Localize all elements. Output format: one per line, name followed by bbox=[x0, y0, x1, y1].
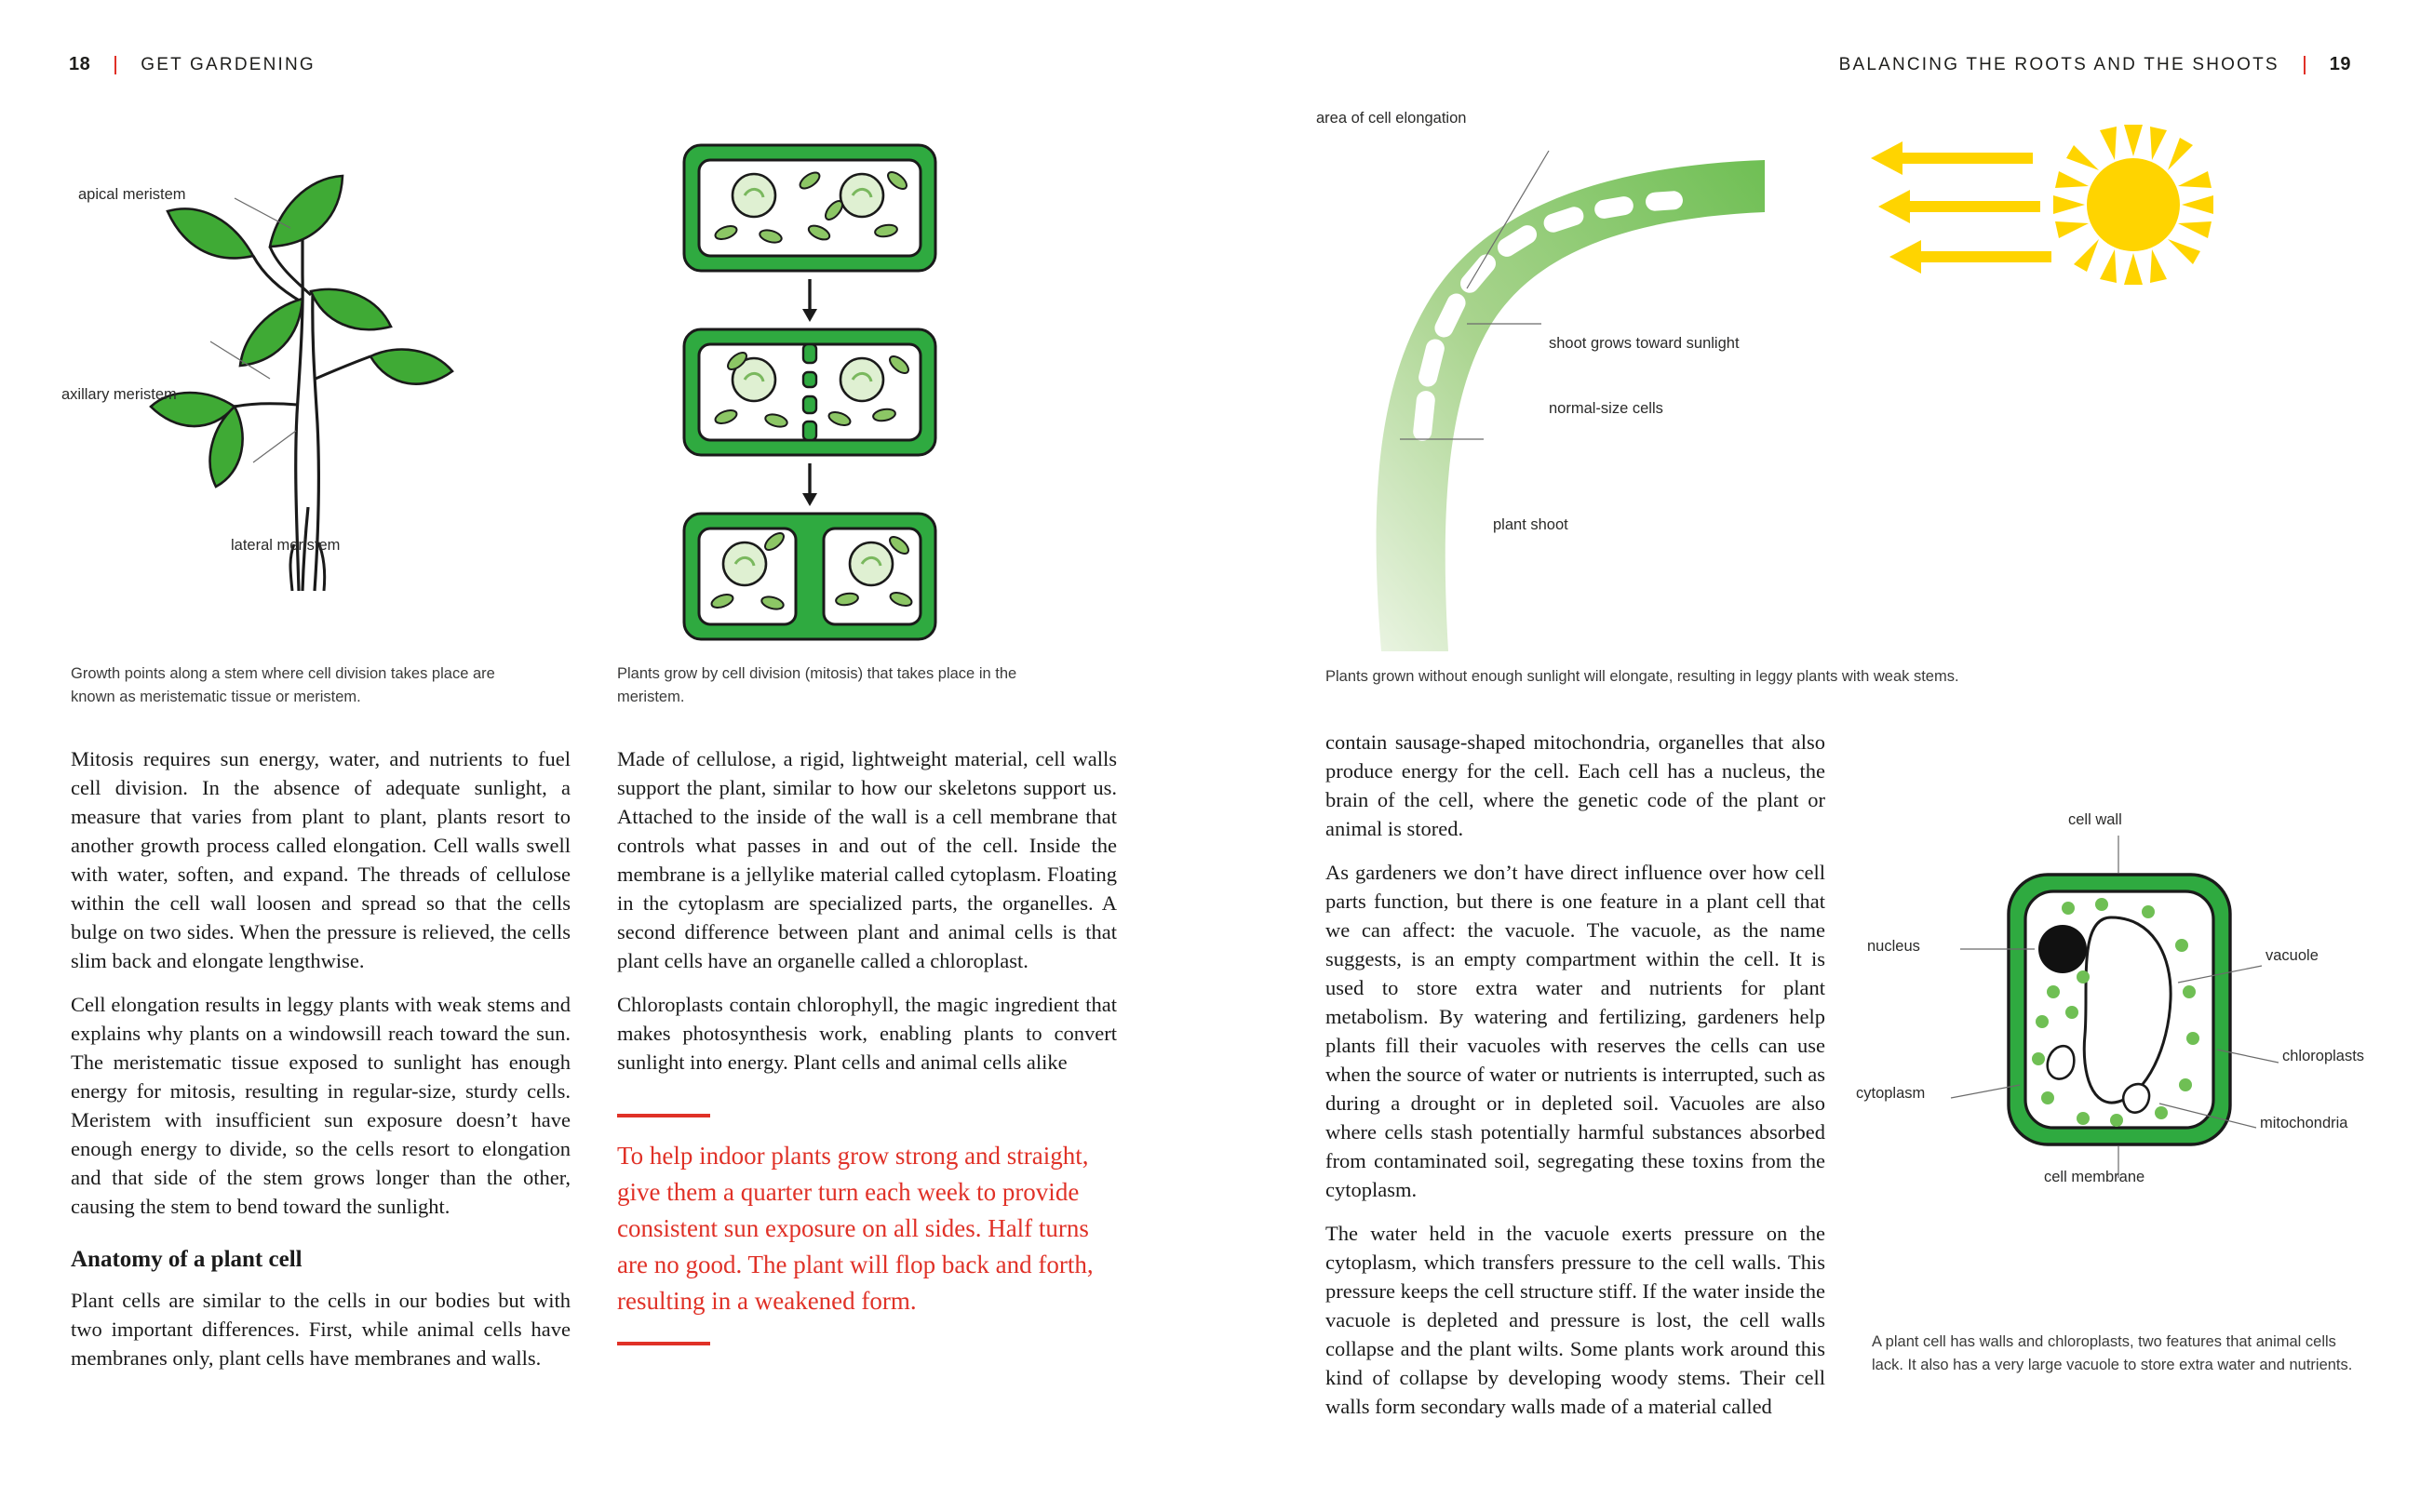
arrow-down-icon bbox=[802, 463, 817, 506]
label-apical-meristem: apical meristem bbox=[78, 186, 186, 203]
mitosis-stage-1 bbox=[684, 145, 935, 271]
running-head-right bbox=[1839, 54, 2351, 75]
caption-elongation: Plants grown without enough sunlight will elongate, resulting in leggy plants with weak stems. bbox=[1325, 668, 1959, 685]
paragraph: Plant cells are similar to the cells in our bodies but with two important differences. First, while animal cells have membranes only, plant cells have membranes and walls. bbox=[71, 1289, 571, 1370]
paragraph: Made of cellulose, a rigid, lightweight material, cell walls support the plant, similar to how our skeletons support us. Attached to the inside of the wall is a cell membrane that controls what passes in and out of the cell. Inside the membrane is a jellylike material called cytoplasm. Floating in the cytoplasm are specialized parts, the organelles. A second difference between plant and animal cells is that plant cells have an organelle called a chloroplast. bbox=[617, 747, 1117, 972]
label-cell-membrane: cell membrane bbox=[2044, 1169, 2145, 1185]
label-shoot-grows-toward-sunlight: shoot grows toward sunlight bbox=[1549, 335, 1740, 352]
label-cell-wall: cell wall bbox=[2068, 811, 2122, 828]
sunlight-arrows bbox=[1871, 141, 2051, 274]
text-column-1 bbox=[71, 744, 571, 1387]
label-normal-size-cells: normal-size cells bbox=[1549, 400, 1663, 417]
pull-quote-rule-bottom bbox=[617, 1342, 710, 1345]
pull-quote-rule-top bbox=[617, 1114, 710, 1117]
pull-quote bbox=[617, 1114, 1117, 1345]
arrow-down-icon bbox=[802, 279, 817, 322]
label-chloroplasts: chloroplasts bbox=[2282, 1048, 2365, 1064]
label-vacuole: vacuole bbox=[2265, 947, 2319, 964]
mitosis-stage-2 bbox=[684, 329, 935, 455]
label-plant-shoot: plant shoot bbox=[1493, 516, 1568, 533]
running-head-left bbox=[69, 54, 316, 75]
chapter-title-right: BALANCING THE ROOTS AND THE SHOOTS bbox=[1838, 54, 2279, 74]
label-axillary-meristem: axillary meristem bbox=[61, 386, 177, 403]
label-lateral-meristem: lateral meristem bbox=[231, 537, 341, 554]
text-column-3 bbox=[1325, 728, 1825, 1436]
folio-left: 18 bbox=[69, 54, 91, 74]
figure-plant-cell bbox=[1856, 811, 2383, 1275]
paragraph: Chloroplasts contain chlorophyll, the magic ingredient that makes photosynthesis work, enabling plants to convert sunlight into energy. Plant cells and animal cells alike bbox=[617, 993, 1117, 1074]
chapter-title-left: GET GARDENING bbox=[141, 54, 316, 74]
paragraph: contain sausage-shaped mitochondria, organelles that also produce energy for the cell. Each cell has a nucleus, the brain of the cell, where the genetic code of the plant or animal is stored. bbox=[1325, 730, 1825, 840]
paragraph: As gardeners we don’t have direct influence over how cell parts function, but there is one feature in a plant cell that we can affect: the vacuole. The vacuole, as the name suggests, is an empty compartment within the cell. It is used to store extra water and nutrients for plant metabolism. By watering and fertilizing, gardeners help plants fill their vacuoles with reserves the cells can use when the source of water or nutrients is interrupted, such as during a drought or in depleted soil. Vacuoles are also where cells stash potentially harmful substances absorbed from contaminated soil, segregating these toxins from the cytoplasm. bbox=[1325, 861, 1825, 1201]
text-column-2 bbox=[617, 744, 1117, 1345]
label-area-of-cell-elongation: area of cell elongation bbox=[1316, 110, 1467, 127]
nucleus-shape bbox=[2038, 925, 2087, 973]
mitosis-illustration bbox=[652, 140, 1042, 623]
caption-meristem: Growth points along a stem where cell division takes place are known as meristematic tissue or meristem. bbox=[71, 665, 495, 705]
figure-mitosis bbox=[652, 140, 1042, 623]
mitosis-stage-3 bbox=[684, 514, 935, 639]
label-cytoplasm: cytoplasm bbox=[1856, 1085, 1926, 1102]
rule-icon bbox=[114, 56, 116, 74]
pull-quote-text: To help indoor plants grow strong and straight, give them a quarter turn each week to provide consistent sun exposure on all sides. Half turns are no good. The plant will flop back and forth, resulting in a weakened form. bbox=[617, 1142, 1094, 1315]
caption-mitosis: Plants grow by cell division (mitosis) that takes place in the meristem. bbox=[617, 665, 1017, 705]
elongation-illustration bbox=[1325, 112, 2359, 651]
section-heading: Anatomy of a plant cell bbox=[71, 1247, 302, 1272]
label-mitochondria: mitochondria bbox=[2260, 1115, 2348, 1131]
caption-plant-cell: A plant cell has walls and chloroplasts, two features that animal cells lack. It also has a very large vacuole to store extra water and nutrients. bbox=[1872, 1333, 2353, 1373]
figure-meristem bbox=[61, 135, 571, 609]
paragraph: The water held in the vacuole exerts pressure on the cytoplasm, which transfers pressure to the cell walls. This pressure keeps the cell structure stiff. If the water inside the vacuole is depleted and pressure is lost, the cell walls collapse and the plant wilts. Some plants work around this kind of collapse by developing woody stems. Their cell walls form secondary walls made of a material called bbox=[1325, 1222, 1825, 1418]
paragraph: Cell elongation results in leggy plants with weak stems and explains why plants on a windowsill reach toward the sun. The meristematic tissue exposed to sunlight has enough energy for mitosis, resulting in regular-size, sturdy cells. Meristem with insufficient sun exposure doesn’t have enough energy to divide, so the cells resort to elongation and that side of the stem grows longer than the other, causing the stem to bend toward the sunlight. bbox=[71, 993, 571, 1218]
paragraph: Mitosis requires sun energy, water, and nutrients to fuel cell division. In the absence of adequate sunlight, a measure that varies from plant to plant, plants resort to another growth process called elongation. Cell walls swell with water, soften, and expand. The threads of cellulose within the cell wall loosen and spread so that the cells bulge on two sides. When the pressure is relieved, the cells slim back and elongate lengthwise. bbox=[71, 747, 571, 972]
plant-cell-illustration bbox=[1862, 819, 2383, 1275]
sun-icon bbox=[2053, 125, 2213, 285]
leader-line bbox=[253, 431, 296, 462]
figure-elongation bbox=[1316, 110, 2359, 651]
rule-icon bbox=[2304, 56, 2306, 74]
folio-right: 19 bbox=[2329, 54, 2351, 74]
label-nucleus: nucleus bbox=[1867, 938, 1920, 955]
